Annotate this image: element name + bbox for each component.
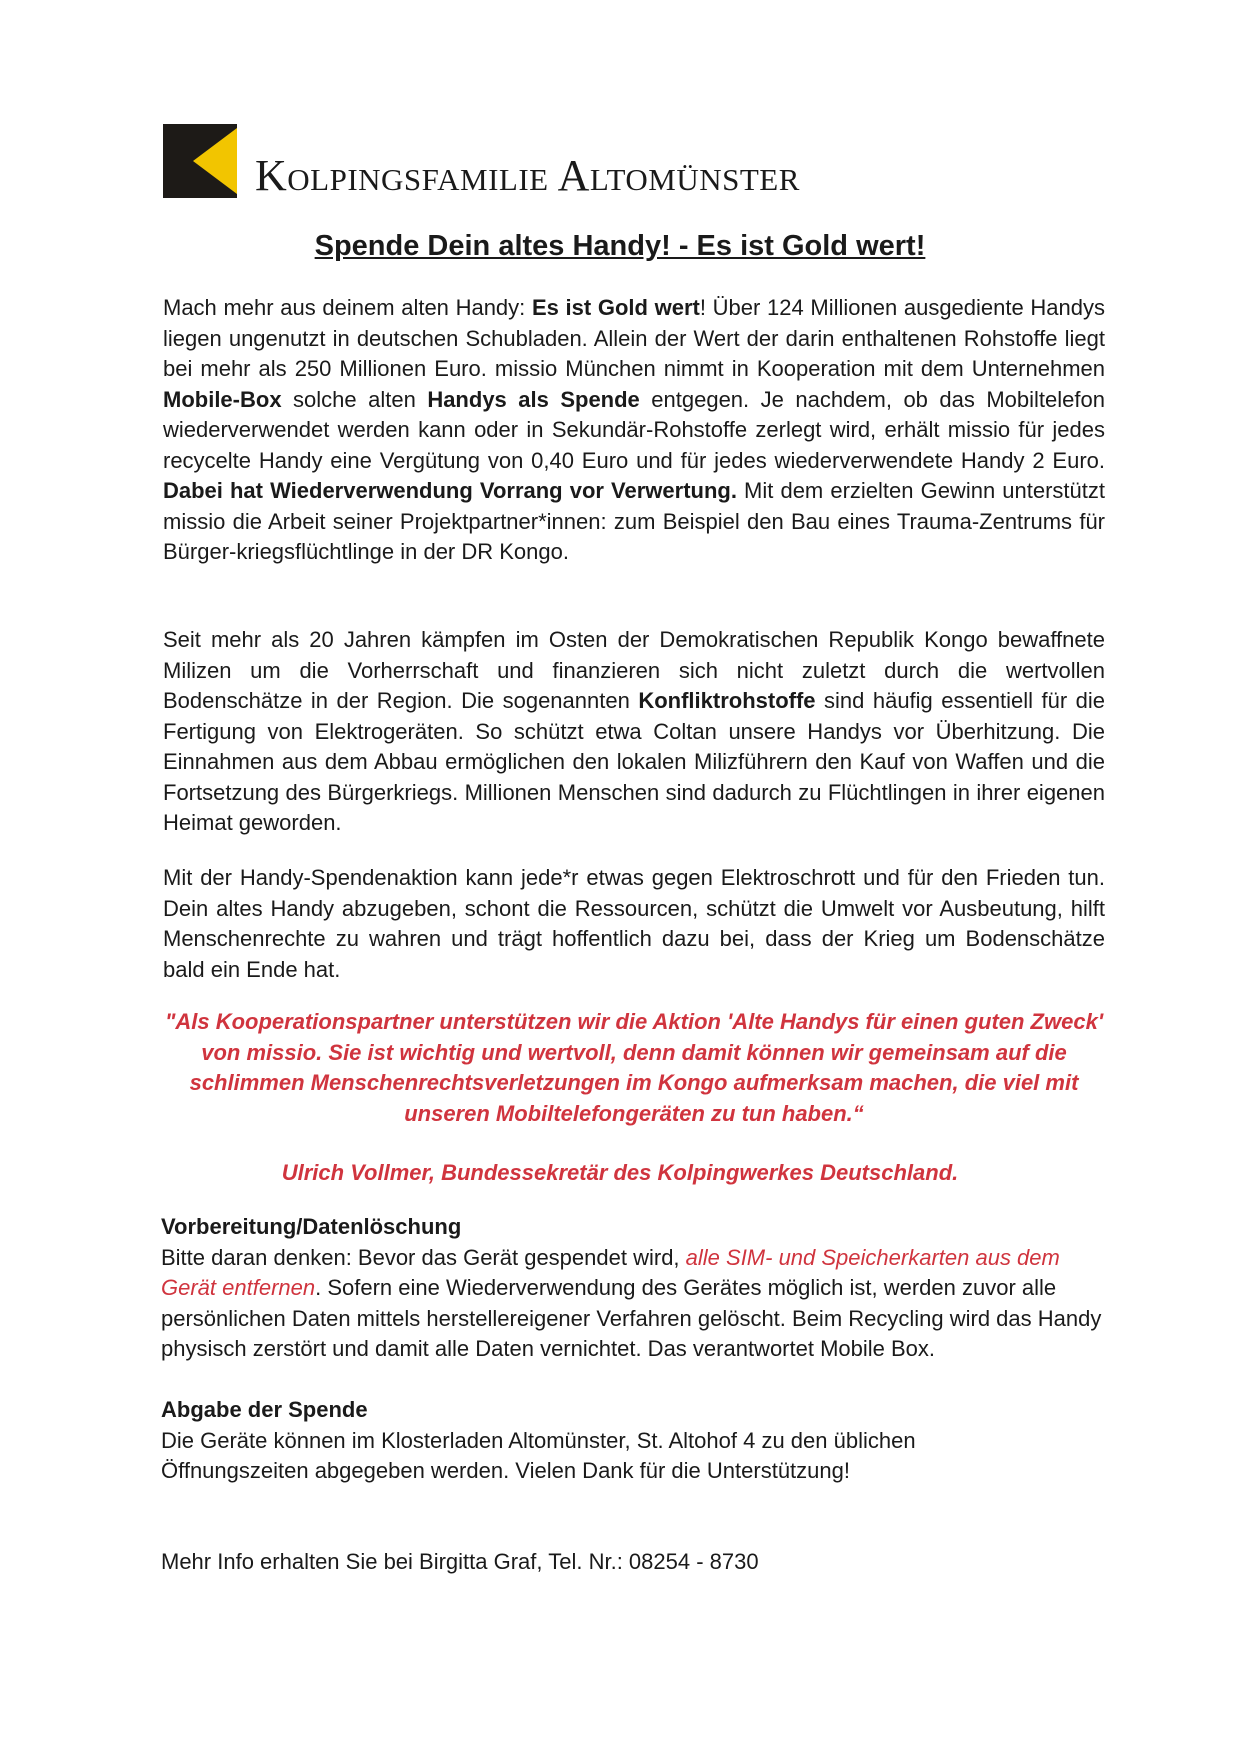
text-run: solche alten — [281, 386, 428, 412]
text-run: ! Über 124 Millionen ausgediente Handys liegen ungenutzt in deutschen Schubladen. Allein der Wert der darin enthaltenen Rohstoffe liegt bei mehr als 250 Millionen Euro. missio München nimmt in Kooperation mit dem Unternehmen — [163, 295, 1105, 381]
kolping-k-logo — [163, 124, 237, 198]
section-title: Vorbereitung/Datenlöschung — [161, 1214, 462, 1239]
text-run: Seit mehr als 20 Jahren kämpfen im Osten der Demokratischen Republik Kongo bewaffnete Milizen um die Vorherrschaft und finanzieren sich nicht zuletzt durch die wertvollen Bodenschätze in der Region. Die sogenannten — [163, 627, 1105, 713]
paragraph-donation-intro — [163, 293, 1105, 568]
quote-attribution: Ulrich Vollmer, Bundessekretär des Kolpingwerkes Deutschland. — [281, 1160, 959, 1185]
bold-run: Konfliktrohstoffe — [638, 688, 816, 713]
paragraph-conflict-minerals — [163, 625, 1105, 839]
text-run: Mit dem erzielten Gewinn unterstützt missio die Arbeit seiner Projektpartner*innen: zum Beispiel den Bau eines Trauma-Zentrums für Bürger-kriegsflüchtlinge in der DR Kongo. — [163, 478, 1105, 564]
text-run: . Sofern eine Wiederverwendung des Gerätes möglich ist, werden zuvor alle persönlichen Daten mittels herstellereigener Verfahren gelöscht. Beim Recycling wird das Handy physisch zerstört und damit alle Daten vernichtet. Das verantwortet Mobile Box. — [161, 1275, 1102, 1361]
contact-info: Mehr Info erhalten Sie bei Birgitta Graf, Tel. Nr.: 08254 - 8730 — [161, 1549, 759, 1574]
dropoff-line: Öffnungszeiten abgegeben werden. Vielen Dank für die Unterstützung! — [161, 1458, 850, 1483]
quote-line: unseren Mobiltelefongeräten zu tun haben.“ — [404, 1100, 864, 1126]
section-dropoff — [161, 1395, 1105, 1487]
text-run: sind häufig essentiell für die Fertigung von Elektrogeräten. So schützt etwa Coltan unsere Handys vor Überhitzung. Die Einnahmen aus dem Abbau ermöglichen den lokalen Milizführern den Kauf von Waffen und die Fortsetzung des Bürgerkriegs. Millionen Menschen sind dadurch zu Flüchtlingen in ihrer eigenen Heimat geworden. — [163, 688, 1105, 835]
headline: Spende Dein altes Handy! - Es ist Gold wert! — [314, 230, 926, 262]
paragraph-campaign: Mit der Handy-Spendenaktion kann jede*r etwas gegen Elektroschrott und für den Frieden tun. Dein altes Handy abzugeben, schont die Ressourcen, schützt die Umwelt vor Ausbeutung, hilft Menschenrechte zu wahren und trägt hoffentlich dazu bei, dass der Krieg um Bodenschätze bald ein Ende hat. — [163, 865, 1105, 982]
text-run: entgegen. Je nachdem, ob das Mobiltelefon wiederverwendet werden kann oder in Sekundär-Rohstoffe zerlegt wird, erhält missio für jedes recycelte Handy eine Vergütung von 0,40 Euro und für jedes wiederverwendete Handy 2 Euro. — [163, 386, 1105, 473]
bold-run: Handys als Spende — [427, 386, 640, 412]
text-run: Bitte daran denken: Bevor das Gerät gespendet wird, — [161, 1244, 686, 1270]
dropoff-line: Die Geräte können im Klosterladen Altomünster, St. Altohof 4 zu den üblichen — [161, 1427, 916, 1453]
section-title: Abgabe der Spende — [161, 1397, 368, 1422]
organization-name: Kolpingsfamilie Altomünster — [255, 151, 800, 200]
bold-run: Dabei hat Wiederverwendung Vorrang vor Verwertung. — [163, 478, 737, 503]
quote-line: "Als Kooperationspartner unterstützen wir die Aktion 'Alte Handys für einen guten Zweck' — [164, 1009, 1104, 1034]
bold-run: Mobile-Box — [163, 386, 282, 412]
quote-line: von missio. Sie ist wichtig und wertvoll, denn damit können wir gemeinsam auf die — [201, 1039, 1067, 1065]
emphasis-text: alle SIM- und Speicherkarten aus dem Gerät entfernen — [161, 1244, 1060, 1300]
text-run: Mach mehr aus deinem alten Handy: — [163, 295, 532, 320]
header — [163, 124, 1063, 202]
quote-line: schlimmen Menschenrechtsverletzungen im Kongo aufmerksam machen, die viel mit — [189, 1070, 1079, 1095]
section-preparation — [161, 1212, 1105, 1365]
partner-quote — [163, 1007, 1105, 1129]
bold-run: Es ist Gold wert — [531, 295, 700, 320]
